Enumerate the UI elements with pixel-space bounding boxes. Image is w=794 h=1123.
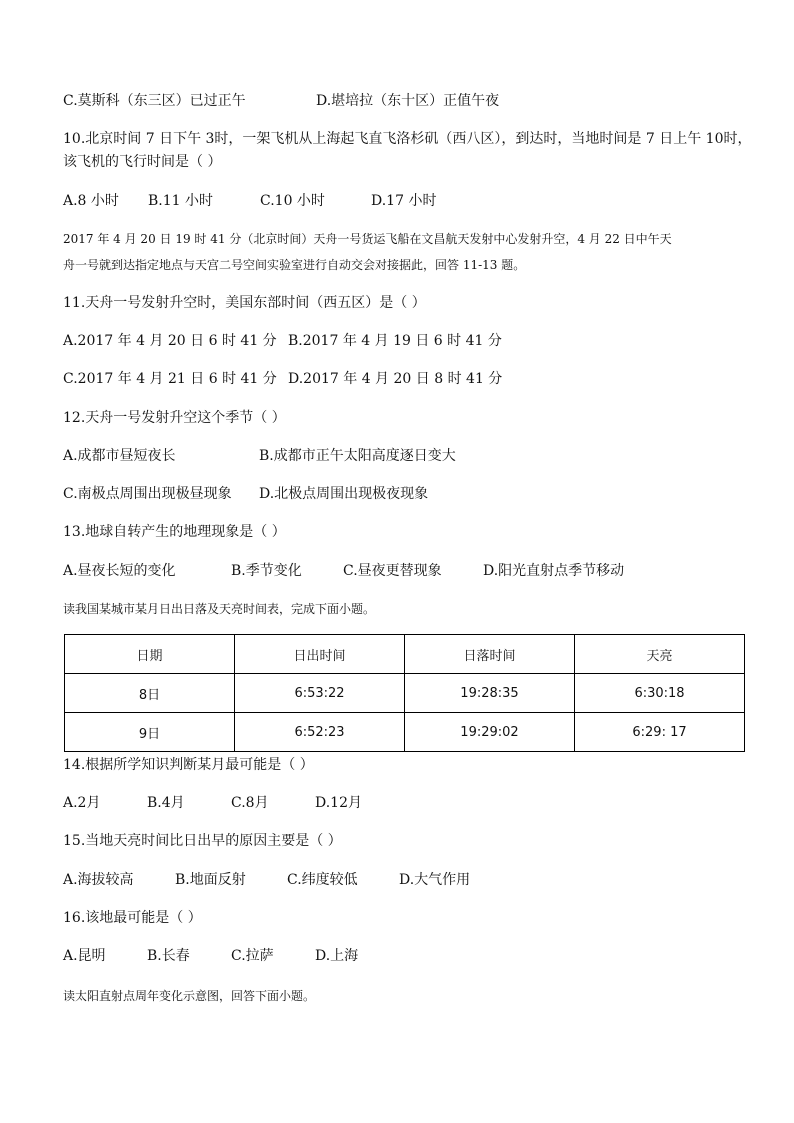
table-header-row [65, 635, 745, 674]
q16-option-a: A.昆明 [63, 948, 106, 964]
table-header-sunrise: 日出时间 [235, 635, 405, 674]
table-header-dawn: 天亮 [575, 635, 745, 674]
q9-option-c: C.莫斯科（东三区）已过正午 [63, 93, 246, 109]
q15-option-c: C.纬度较低 [287, 872, 358, 888]
q16-stem: 16.该地最可能是（ ） [63, 910, 202, 926]
q14-stem: 14.根据所学知识判断某月最可能是（ ） [63, 757, 314, 773]
table-header-sunset: 日落时间 [405, 635, 575, 674]
q14-option-a: A.2月 [63, 795, 101, 811]
q10-stem-line2: 该飞机的飞行时间是（ ） [63, 154, 222, 170]
q10-option-a: A.8 小时 [63, 193, 119, 209]
q16-option-c: C.拉萨 [231, 948, 274, 964]
q11-option-c: C.2017 年 4 月 21 日 6 时 41 分 [63, 371, 277, 387]
q10-option-c: C.10 小时 [260, 193, 325, 209]
q11-stem: 11.天舟一号发射升空时，美国东部时间（西五区）是（ ） [63, 295, 426, 311]
q15-option-b: B.地面反射 [175, 872, 246, 888]
q12-option-d: D.北极点周围出现极夜现象 [259, 486, 429, 502]
diagram-intro: 读太阳直射点周年变化示意图，回答下面小题。 [63, 989, 316, 1003]
q9-option-d: D.堪培拉（东十区）正值午夜 [316, 93, 500, 109]
q11-option-a: A.2017 年 4 月 20 日 6 时 41 分 [63, 333, 277, 349]
q15-option-a: A.海拔较高 [63, 872, 134, 888]
table-header-date: 日期 [65, 635, 235, 674]
q13-option-c: C.昼夜更替现象 [343, 563, 442, 579]
sunrise-sunset-table [64, 634, 745, 752]
table-cell: 6:53:22 [235, 674, 405, 713]
q10-stem-line1: 10.北京时间 7 日下午 3时，一架飞机从上海起飞直飞洛杉矶（西八区），到达时，当地时间是 7 日上午 10时， [63, 131, 752, 147]
q11-option-b: B.2017 年 4 月 19 日 6 时 41 分 [288, 333, 502, 349]
q13-option-d: D.阳光直射点季节移动 [483, 563, 625, 579]
table-cell: 19:28:35 [405, 674, 575, 713]
table-intro: 读我国某城市某月日出日落及天亮时间表，完成下面小题。 [63, 602, 376, 616]
q11-option-d: D.2017 年 4 月 20 日 8 时 41 分 [288, 371, 503, 387]
q12-option-a: A.成都市昼短夜长 [63, 448, 176, 464]
table-cell: 6:29: 17 [575, 713, 745, 752]
q15-stem: 15.当地天亮时间比日出早的原因主要是（ ） [63, 833, 342, 849]
table-cell: 6:52:23 [235, 713, 405, 752]
q15-option-d: D.大气作用 [399, 872, 471, 888]
q16-option-b: B.长春 [147, 948, 190, 964]
q12-stem: 12.天舟一号发射升空这个季节（ ） [63, 410, 286, 426]
table-cell: 19:29:02 [405, 713, 575, 752]
passage-intro-line2: 舟一号就到达指定地点与天宫二号空间实验室进行自动交会对接据此，回答 11-13 题。 [63, 258, 526, 272]
q13-option-a: A.昼夜长短的变化 [63, 563, 176, 579]
table-row [65, 674, 745, 713]
q12-option-b: B.成都市正午太阳高度逐日变大 [259, 448, 456, 464]
q14-option-c: C.8月 [231, 795, 269, 811]
q13-stem: 13.地球自转产生的地理现象是（ ） [63, 524, 286, 540]
table-cell: 8日 [65, 674, 235, 713]
passage-intro-line1: 2017 年 4 月 20 日 19 时 41 分（北京时间）天舟一号货运飞船在文昌航天发射中心发射升空，4 月 22 日中午天 [63, 232, 672, 246]
table-row [65, 713, 745, 752]
q13-option-b: B.季节变化 [231, 563, 302, 579]
table-cell: 9日 [65, 713, 235, 752]
q12-option-c: C.南极点周围出现极昼现象 [63, 486, 232, 502]
q14-option-b: B.4月 [147, 795, 185, 811]
q10-option-d: D.17 小时 [371, 193, 437, 209]
q14-option-d: D.12月 [315, 795, 362, 811]
q10-option-b: B.11 小时 [148, 193, 214, 209]
q16-option-d: D.上海 [315, 948, 359, 964]
table-cell: 6:30:18 [575, 674, 745, 713]
